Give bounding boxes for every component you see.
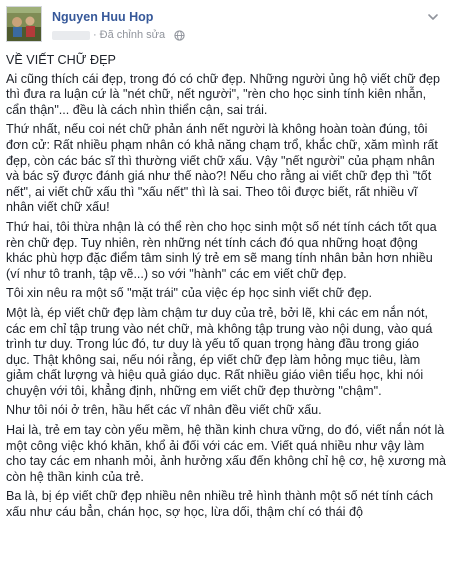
- post-body: [6, 51, 446, 525]
- post-paragraph-7: Hai là, trẻ em tay còn yếu mềm, hệ thần kinh chưa vững, do đó, viết nắn nót là một công việc khó khăn, khổ ải đối với các em. Viết quá nhiều như vậy làm cho tay các em nhanh mỏi, ảnh hưởng xấu đến không chỉ hệ cơ, hệ xương mà còn hệ thần kinh của trẻ.: [6, 423, 446, 484]
- post-paragraph-3: Thứ hai, tôi thừa nhận là có thể rèn cho học sinh một số nét tính cách tốt qua rèn chữ đẹp. Tuy nhiên, rèn những nét tính cách đó qua những hoạt động khác phù hợp đặc điểm tâm sinh lý trẻ em sẽ mang tính nhân bản hơn nhiều (ví như tô tranh, tập vẽ...) so với "hành" các em viết chữ đẹp.: [6, 219, 437, 281]
- post-header: [0, 0, 450, 52]
- chevron-down-icon[interactable]: [426, 10, 440, 24]
- post-title: VỀ VIẾT CHỮ ĐẸP: [6, 53, 116, 67]
- post-paragraph-5: Một là, ép viết chữ đẹp làm chậm tư duy của trẻ, bởi lẽ, khi các em nắn nót, các em chỉ tập trung vào nét chữ, mà không tập trung vào nội dung, vào quá trình tư duy. Trong lúc đó, tư duy là yếu tố quan trọng hàng đầu trong giáo dục. Thật không sai, nếu nói rằng, ép viết chữ đẹp làm hỏng mục tiêu, làm giảm chất lượng và hiệu quả giáo dục. Rất nhiều giáo viên tiểu học, khi nói chuyện với tôi, khẳng định, những em viết chữ đẹp thường "chậm".: [6, 305, 433, 398]
- author-name[interactable]: Nguyen Huu Hop: [52, 10, 154, 24]
- post-paragraph-6: Như tôi nói ở trên, hầu hết các vĩ nhân đều viết chữ xấu.: [6, 403, 322, 418]
- edited-label[interactable]: Đã chỉnh sửa: [99, 29, 166, 41]
- meta-separator: ·: [93, 29, 97, 41]
- post-paragraph-8: Ba là, bị ép viết chữ đẹp nhiều nên nhiều trẻ hình thành một số nét tính cách xấu như cáu bẳn, chán học, sợ học, lừa dối, thậm chí có thái độ: [6, 489, 434, 520]
- avatar[interactable]: [6, 6, 42, 42]
- timestamp-placeholder[interactable]: [52, 31, 90, 40]
- post-meta: [52, 29, 185, 41]
- avatar-photo-icon: [7, 7, 41, 41]
- separator: [168, 29, 171, 41]
- post-paragraph-2: Thứ nhất, nếu coi nét chữ phản ánh nết người là không hoàn toàn đúng, tôi đơn cử: Rất nhiều phạm nhân có khả năng chạm trổ, khắc chữ, xăm mình rất đẹp, còn các bác sĩ thì thường viết chữ xấu. Vậy "nết người" của phạm nhân và bác sỹ được đánh giá như thế nào?! Nếu cho rằng ai viết chữ đẹp thì "tốt nết", ai viết chữ xấu thì "xấu nết" thì là sai. Theo tôi được biết, rất nhiều vĩ nhân viết chữ xấu!: [6, 122, 438, 215]
- globe-icon[interactable]: [174, 30, 185, 41]
- post-paragraph-4: Tôi xin nêu ra một số "mặt trái" của việc ép học sinh viết chữ đẹp.: [6, 286, 372, 301]
- post-paragraph-1: Ai cũng thích cái đẹp, trong đó có chữ đẹp. Những người ủng hộ viết chữ đẹp thì đưa ra luận cứ là "nét chữ, nết người", "rèn cho học sinh tính kiên nhẫn, cẩn thận"... đều là cách nhìn thiển cận, sai trái.: [6, 71, 441, 117]
